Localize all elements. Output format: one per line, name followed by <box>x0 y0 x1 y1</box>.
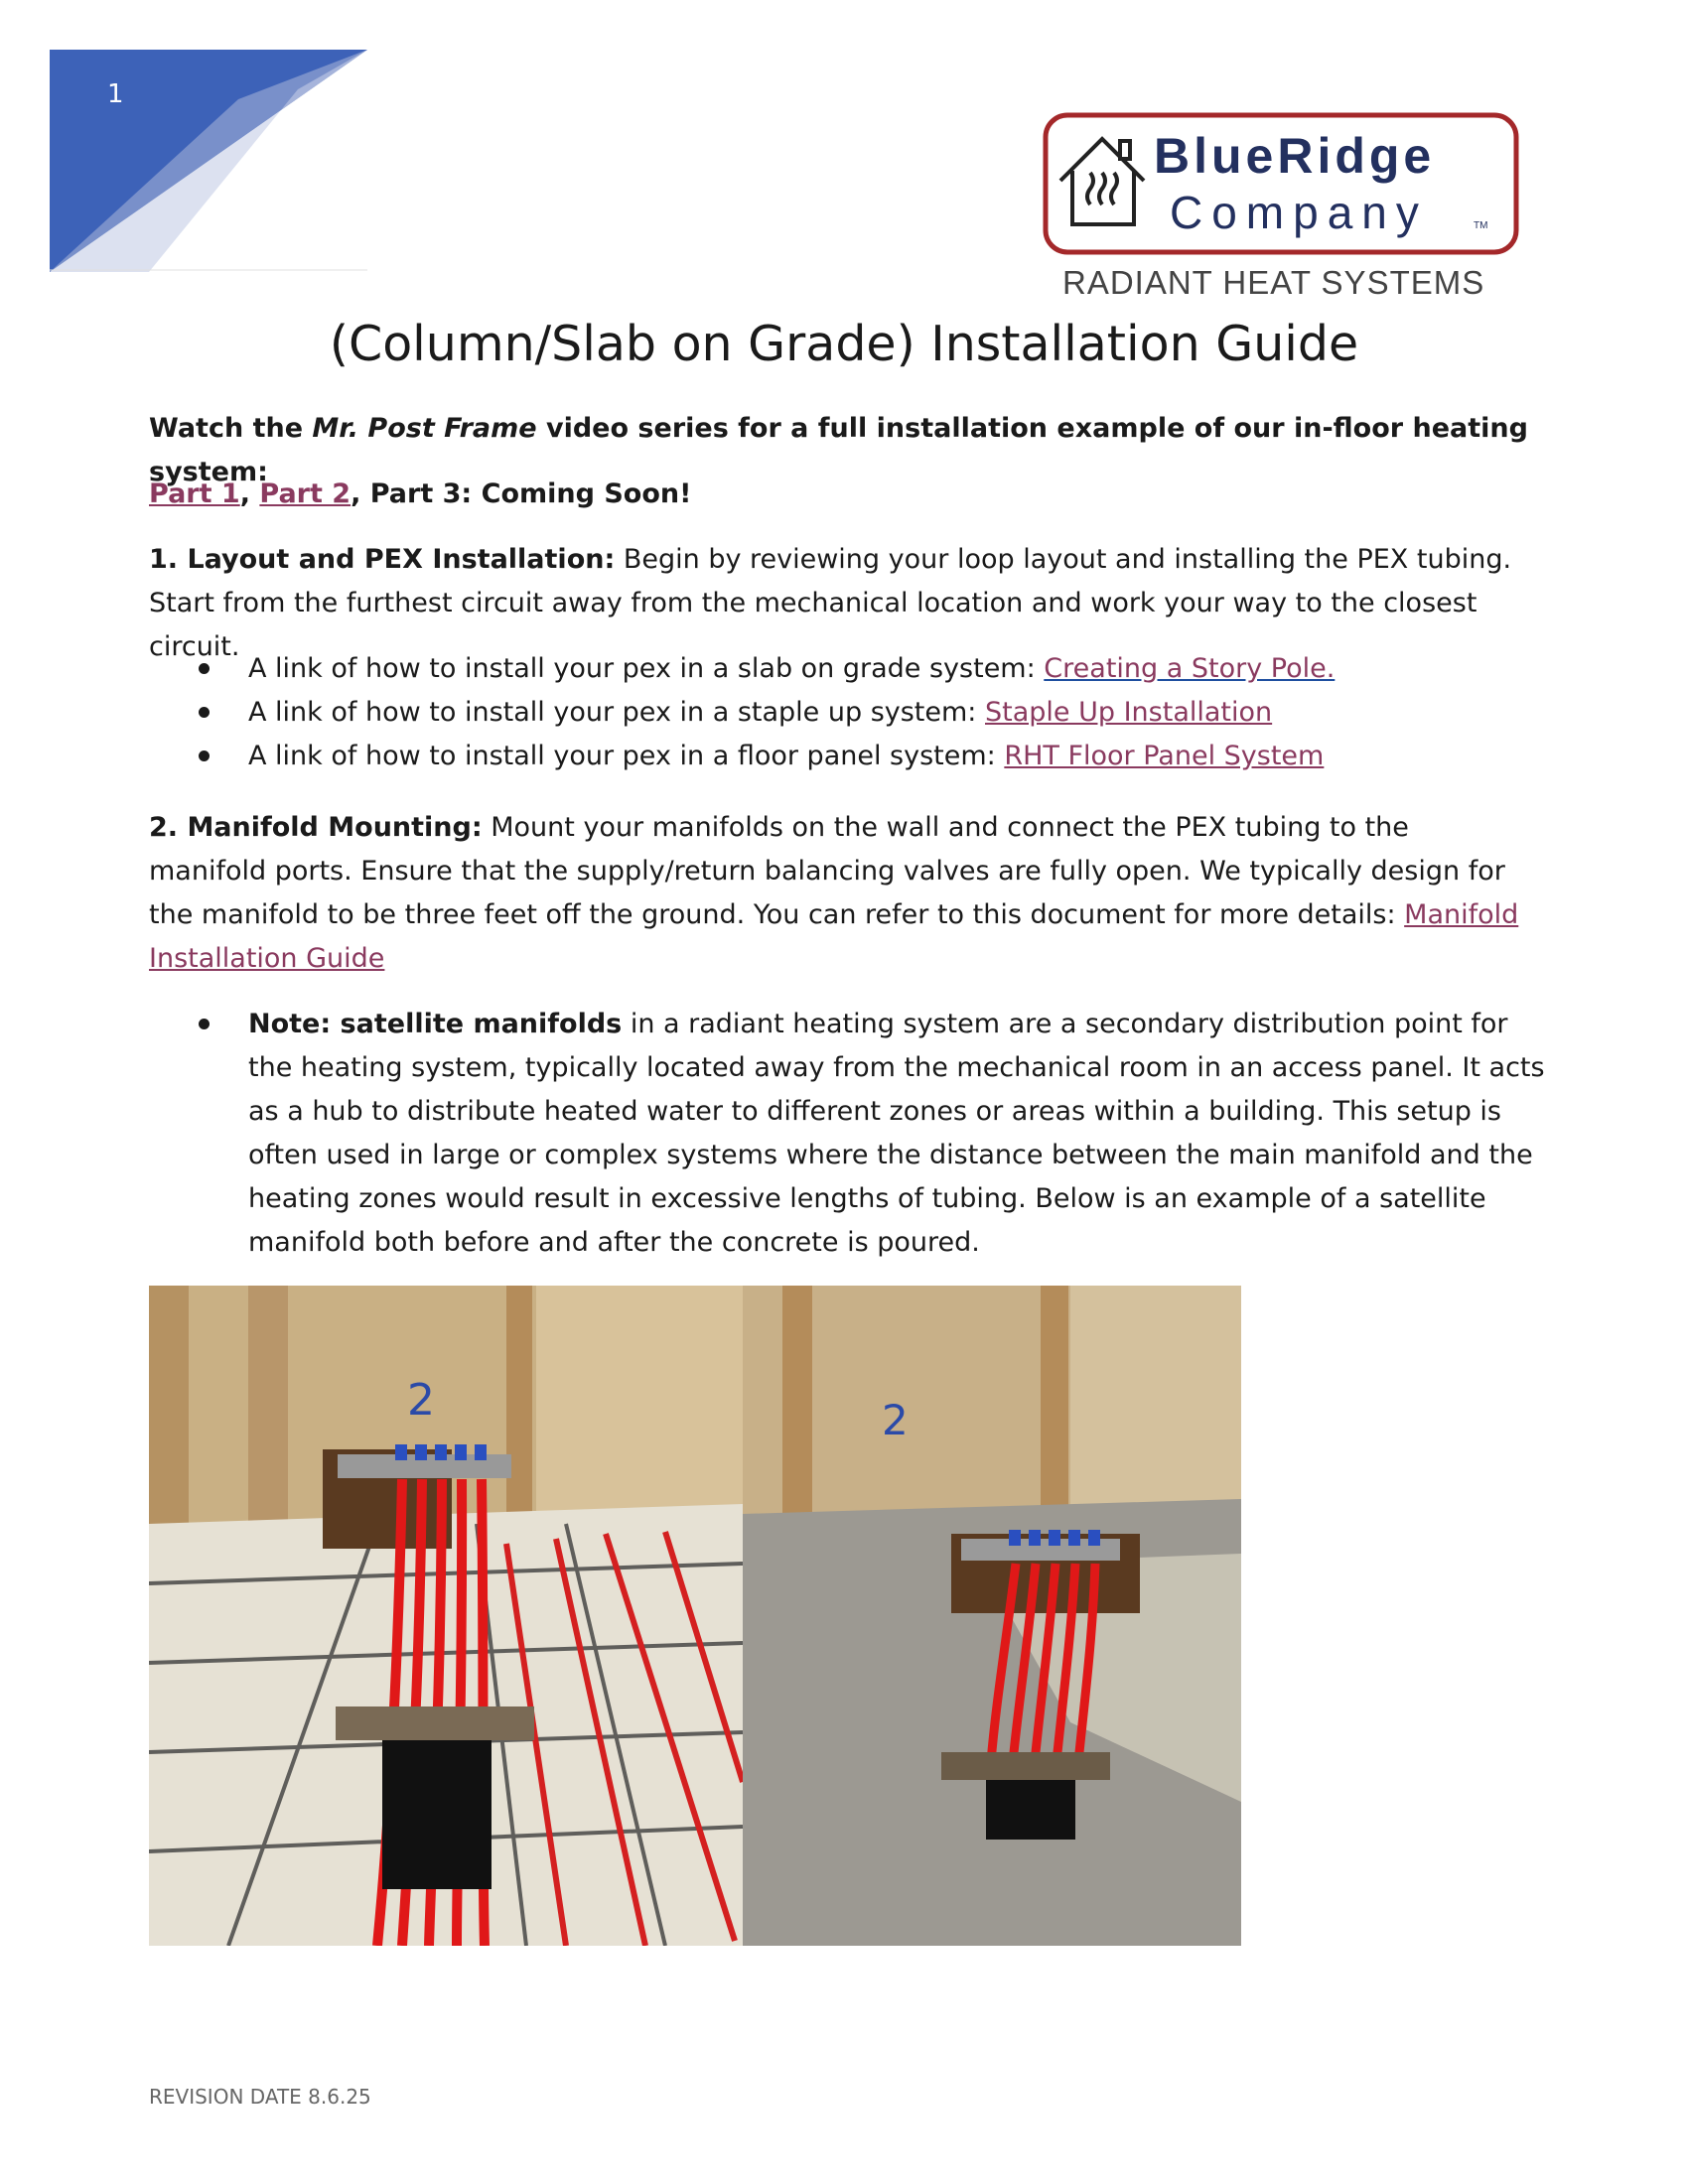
section2-heading: 2. Manifold Mounting: <box>149 812 483 843</box>
list-item: A link of how to install your pex in a floor panel system: RHT Floor Panel System <box>149 735 1539 778</box>
parts-separator: , <box>239 478 260 509</box>
page-title: (Column/Slab on Grade) Installation Guide <box>329 316 1359 372</box>
part3-text: , Part 3: Coming Soon! <box>351 478 692 509</box>
list-item: A link of how to install your pex in a staple up system: Staple Up Installation <box>149 691 1539 735</box>
photo-manifold-after-pour <box>743 1286 1241 1946</box>
staple-up-link[interactable]: Staple Up Installation <box>985 697 1273 728</box>
logo-line1: BlueRidge <box>1154 128 1436 184</box>
floor-panel-link[interactable]: RHT Floor Panel System <box>1004 741 1325 771</box>
logo-graphic <box>1043 111 1519 300</box>
section-manifold-mounting <box>149 806 1529 981</box>
list-item <box>149 1003 1549 1265</box>
section1-heading: 1. Layout and PEX Installation: <box>149 544 616 575</box>
section1-bullets <box>149 647 1539 778</box>
corner-decoration <box>50 50 367 272</box>
satellite-note <box>149 1003 1549 1265</box>
manifold-guide-link[interactable]: Manifold Installation Guide <box>149 899 1519 974</box>
part1-link[interactable]: Part 1 <box>149 478 240 509</box>
stud-marking: 2 <box>882 1396 909 1444</box>
photo-manifold-before-pour <box>149 1286 743 1946</box>
note-heading: Note: satellite manifolds <box>248 1009 623 1039</box>
blueridge-logo <box>1043 111 1519 300</box>
logo-line2: Company <box>1170 187 1428 238</box>
story-pole-link[interactable]: Creating a Story Pole. <box>1044 653 1336 684</box>
page-number: 1 <box>107 79 124 109</box>
bullet-icon <box>199 1019 210 1029</box>
section1-text: Begin by reviewing your loop layout and installing the PEX tubing. Start from the furthest circuit away from the mechanical location and work your way to the closest circuit. <box>149 544 1512 662</box>
revision-date: REVISION DATE 8.6.25 <box>149 2085 371 2109</box>
bullet-icon <box>199 663 210 674</box>
bullet-icon <box>199 751 210 761</box>
section2-text: Mount your manifolds on the wall and connect the PEX tubing to the manifold ports. Ensure that the supply/return balancing valves are fully open. We typically design for the manifold to be three feet off the ground. You can refer to this document for more details: <box>149 812 1505 930</box>
stud-marking: 2 <box>407 1375 435 1426</box>
parts-line <box>149 473 1539 516</box>
list-item: A link of how to install your pex in a slab on grade system: Creating a Story Pole. <box>149 647 1539 691</box>
bullet-icon <box>199 707 210 718</box>
logo-tm: TM <box>1474 220 1488 231</box>
intro-series-name: Mr. Post Frame <box>312 413 537 444</box>
intro-text-before: Watch the <box>149 413 313 444</box>
part2-link[interactable]: Part 2 <box>259 478 352 509</box>
note-text: in a radiant heating system are a secondary distribution point for the heating system, typically located away from the mechanical room in an access panel. It acts as a hub to distribute heated water to different zones or areas within a building. This setup is often used in large or complex systems where the distance between the main manifold and the heating zones would result in excessive lengths of tubing. Below is an example of a satellite manifold both before and after the concrete is poured. <box>248 1009 1545 1258</box>
logo-tagline: RADIANT HEAT SYSTEMS <box>1062 264 1485 300</box>
intro-text-after: video series for a full installation example of our in-floor heating system: <box>149 413 1528 487</box>
